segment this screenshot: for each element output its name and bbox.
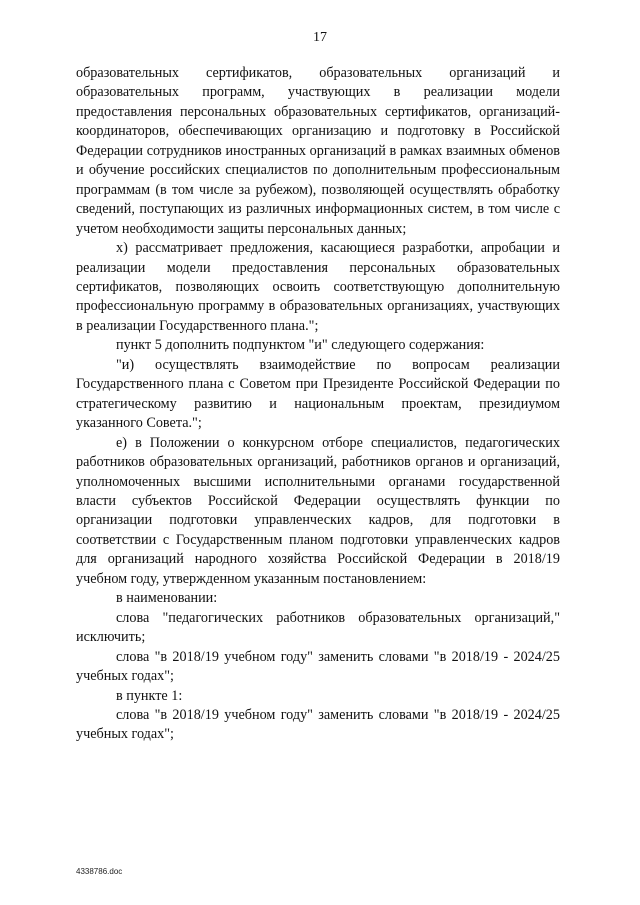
paragraph-item-e: е) в Положении о конкурсном отборе специалистов, педагогических работников образовательных организаций, работников органов и организаций, уполномоченных высшими исполнительными органами государственной власти субъектов Российской Федерации осуществлять функции по организации подготовки управленческих кадров, для подготовки в соответствии с Государственным планом подготовки управленческих кадров для организаций народного хозяйства Российской Федерации в 2018/19 учебном году, утвержденном указанным постановлением: [76,434,560,587]
paragraph-continuation: образовательных сертификатов, образовательных организаций и образовательных программ, участвующих в реализации модели предоставления персональных образовательных сертификатов, организаций-координаторов, обеспечивающих организацию и подготовку в Российской Федерации сотрудников иностранных организаций в рамках взаимных обменов и обучение российских специалистов по дополнительным профессиональным программам (в том числе за рубежом), позволяющей осуществлять обработку сведений, поступающих из различных информационных систем, в том числе с учетом необходимости защиты персональных данных; [76,65,560,237]
paragraph-replace-words-1: слова "в 2018/19 учебном году" заменить словами "в 2018/19 - 2024/25 учебных годах"; [76,648,560,685]
paragraph-point-5: пункт 5 дополнить подпунктом "и" следующего содержания: [116,337,485,354]
page-number: 17 [313,30,327,45]
document-file-id: 4338786.doc [76,867,123,876]
paragraph-exclude-words: слова "педагогических работников образовательных организаций," исключить; [76,609,560,646]
paragraph-replace-words-2: слова "в 2018/19 учебном году" заменить словами "в 2018/19 - 2024/25 учебных годах"; [76,706,560,743]
paragraph-item-kh: х) рассматривает предложения, касающиеся разработки, апробации и реализации модели предоставления персональных образовательных сертификатов, позволяющих освоить соответствующую дополнительную профессиональную программу в образовательных организациях, участвующих в реализации Государственного плана."; [76,240,560,334]
document-body [76,64,560,745]
paragraph-item-i: "и) осуществлять взаимодействие по вопросам реализации Государственного плана с Советом при Президенте Российской Федерации по стратегическому развитию и национальным проектам, президиумом указанного Совета."; [76,356,560,432]
paragraph-in-point-1: в пункте 1: [116,687,183,704]
paragraph-in-title: в наименовании: [116,590,218,607]
